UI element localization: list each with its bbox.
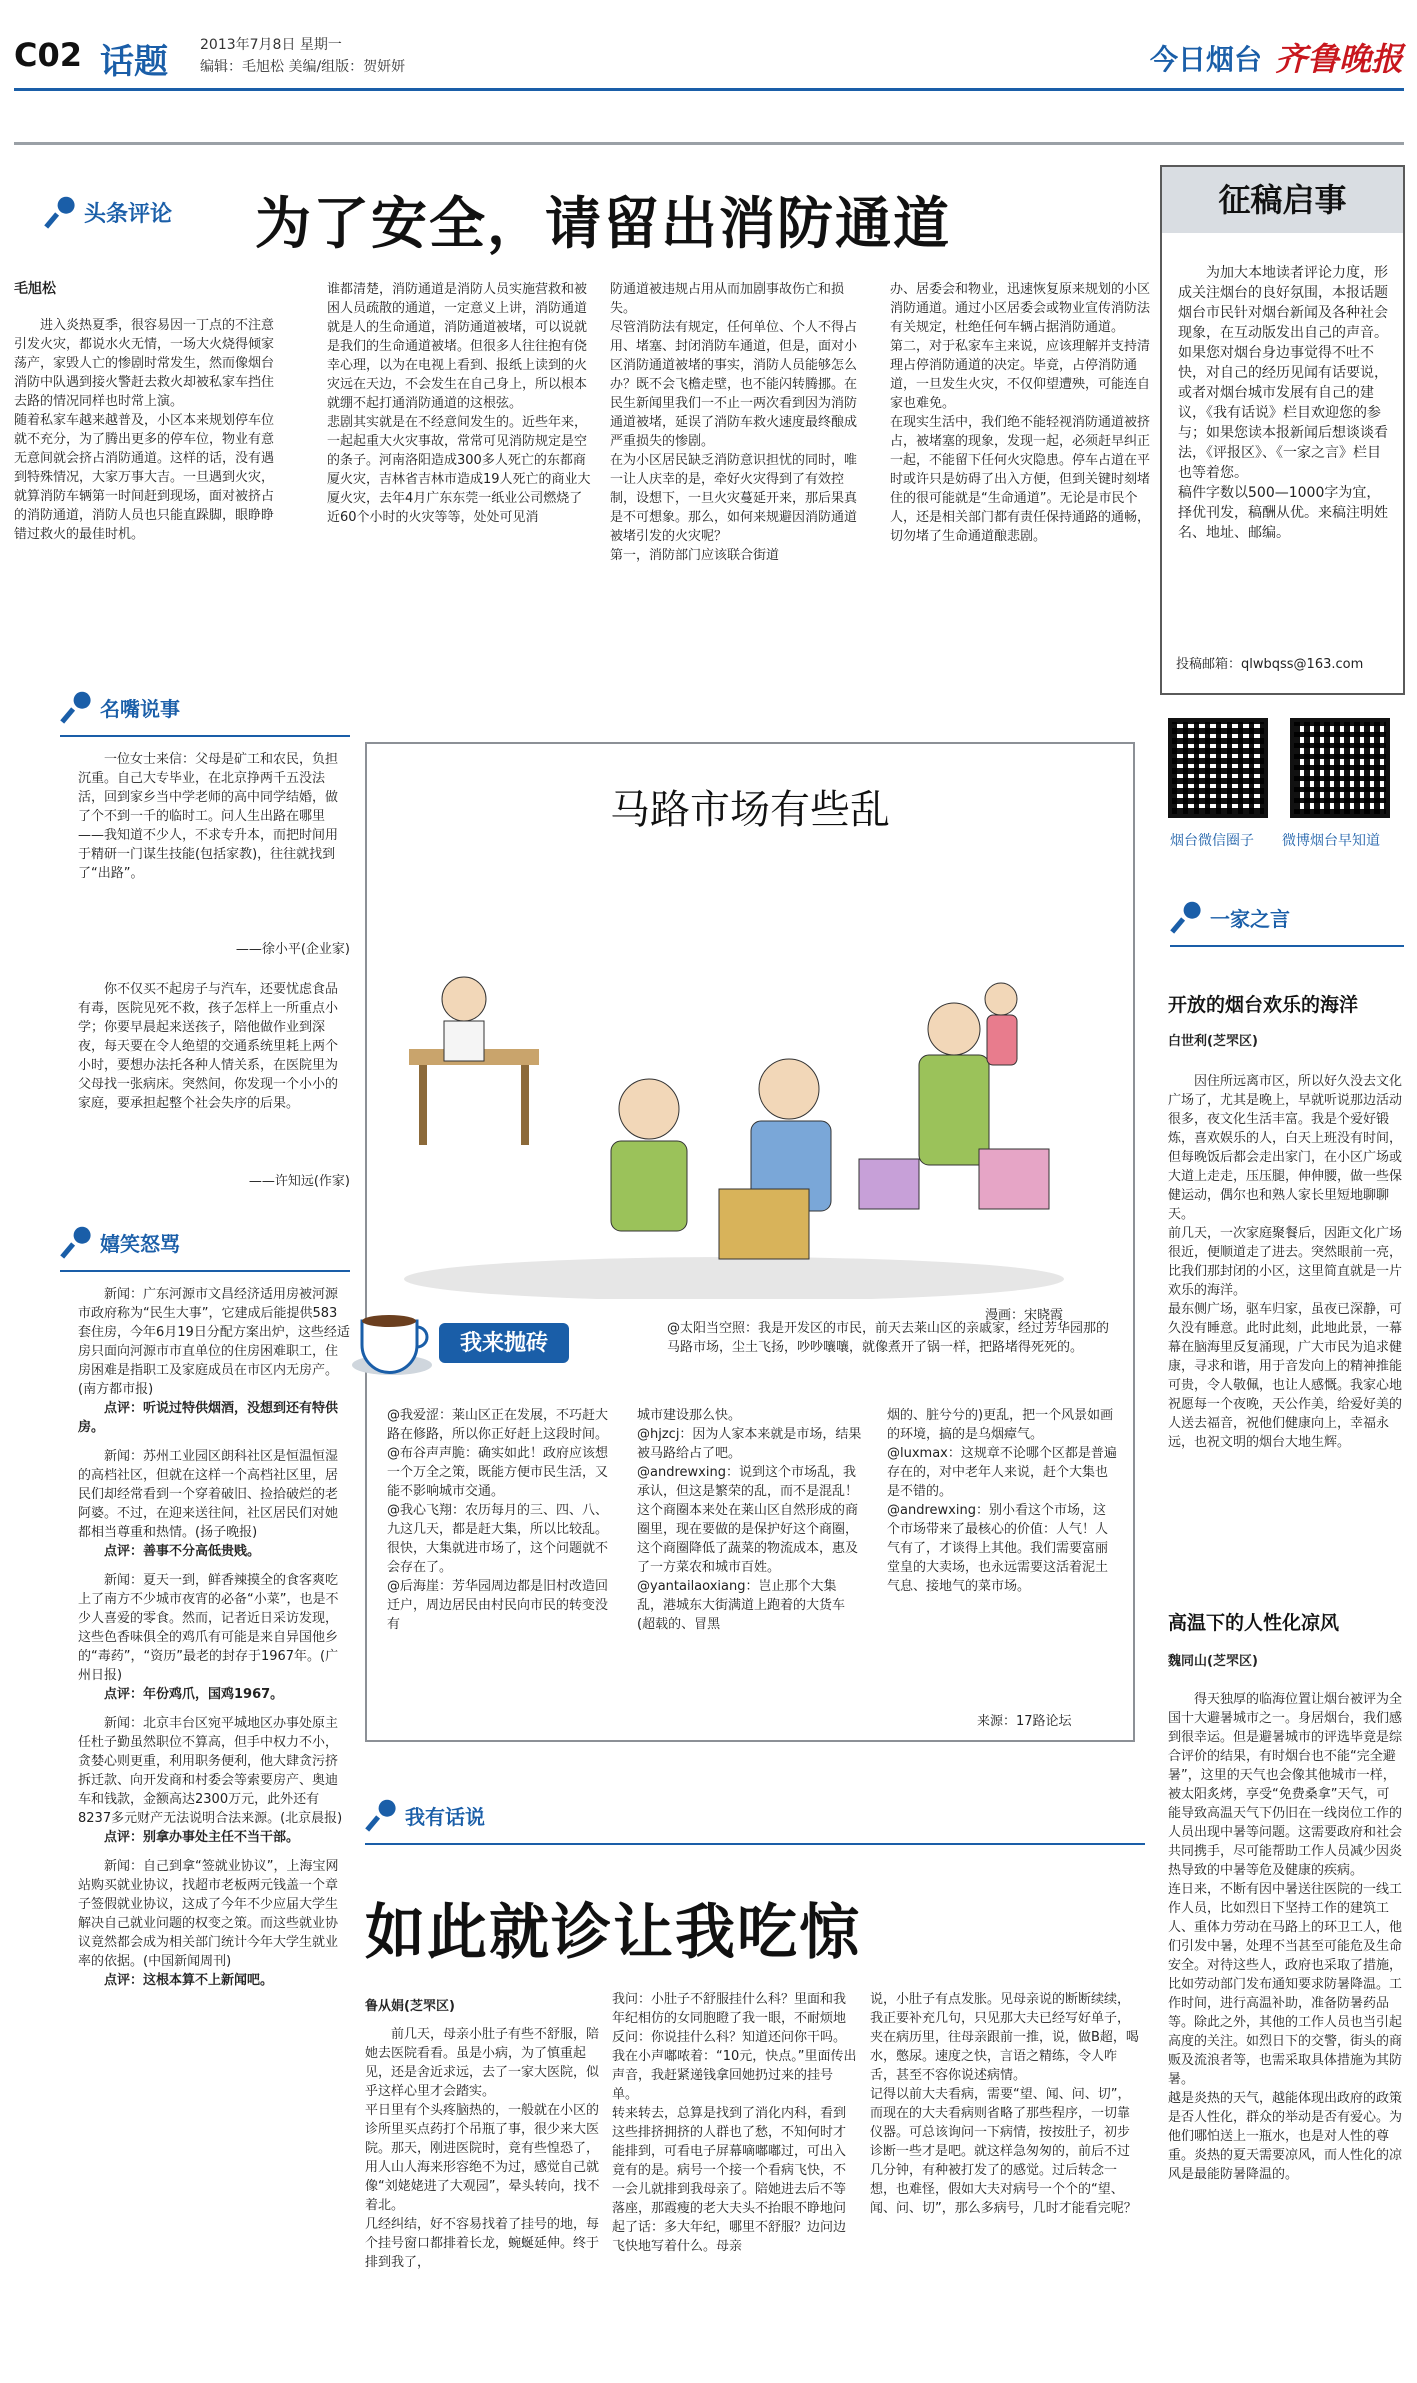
pundit-tag [60, 690, 180, 724]
satire-comment: 点评：善事不分高低贵贱。 [104, 1544, 261, 1559]
pundit-quote-2: 你不仅买不起房子与汽车，还要忧虑食品有毒，医院见死不救，孩子怎样上一所重点小学；你要早晨起来送孩子，陪他做作业到深夜，每天要在令人绝望的交通系统里耗上两个小时，要想办法托各种人情关系，在医院里为父母找一张病床。突然间，你发现一个小小的家庭，要承担起整个社会失序的后果。 [78, 982, 339, 1111]
qr-code-weibo[interactable] [1290, 718, 1390, 818]
opinion-article2-title: 高温下的人性化凉风 [1168, 1612, 1340, 1634]
opinion-article1-author: 白世利(芝罘区) [1168, 1034, 1258, 1049]
headline-col-2: 谁都清楚，消防通道是消防人员实施营救和被困人员疏散的通道，一定意义上讲，消防通道就是人的生命通道，消防通道被堵，可以说就是我们的生命通道被堵。但很多人往往抱有侥幸心理，以为在电视上看到、报纸上读到的火灾远在天边，不会发生在自己身上，所以根本就绷不起打通消防通道的这根弦。 悲剧其实就是在不经意间发生的。近些年来，一起起重大火灾事故，常常可见消防规定是空的条子。河南洛阳造成300多人死亡的东都商厦火灾，吉林省吉林市造成19人死亡的商业大厦火灾，去年4月广东东莞一纸业公司燃烧了近60个小时的火灾等等，处处可见消 [327, 282, 591, 525]
headline-author: 毛旭松 [14, 281, 56, 297]
headline-col-1: 进入炎热夏季，很容易因一丁点的不注意引发火灾，都说水火无情，一场大火烧得倾家荡产，家毁人亡的惨剧时常发生，然而像烟台消防中队遇到接火警赶去救火却被私家车挡住去路的情况同样也时常上演。 随着私家车越来越普及，小区本来规划停车位就不充分，为了腾出更多的停车位，物业有意无意间就会挤占消防通道。这样的话，没有遇到特殊情况，大家万事大吉。一旦遇到火灾，就算消防车辆第一时间赶到现场，面对被挤占的消防通道，消防人员也只能直跺脚，眼睁睁错过救火的最佳时机。 [14, 318, 275, 542]
list-item [78, 1447, 350, 1561]
story-tag [365, 1798, 485, 1832]
pundit-quote-2-source: ——许知远(作家) [248, 1174, 350, 1189]
brand-right: 齐鲁晚报 [1275, 40, 1404, 78]
story-author: 鲁从娟(芝罘区) [365, 1999, 455, 2014]
page-code: C02 [14, 36, 83, 74]
section-name: 话题 [100, 42, 168, 82]
story-col-2: 我问：小肚子不舒服挂什么科？里面和我年纪相仿的女同胞瞪了我一眼，不耐烦地反问：你说挂什么科？知道还问你干吗。我在小声嘟哝着：“10元，快点。”里面传出声音，我赶紧递钱拿回她扔过来的挂号单。 转来转去，总算是找到了消化内科，看到这些排挤拥挤的人群也了愁，不知何时才能排到，可看电子屏幕嘀嘟嘟过，可出入竟有的是。病号一个接一个看病飞快，不一会儿就排到我母亲了。陪她进去后不等落座，那霞瘦的老大夫头不抬眼不睁地问起了话：多大年纪，哪里不舒服？边问边飞快地写着什么。母亲 [612, 1992, 857, 2254]
satire-comment: 点评：年份鸡爪，国鸡1967。 [104, 1687, 284, 1702]
submission-box-text: 为加大本地读者评论力度，形成关注烟台的良好氛围，本报话题烟台市民针对烟台新闻及各种社会现象，在互动版发出自己的声音。 如果您对烟台身边事觉得不吐不快，对自己的经历见闻有话要说，或者对烟台城市发展有自己的建议，《我有话说》栏目欢迎您的参与；如果您读本报新闻后想谈谈看法，《评报区》、《一家之言》栏目也等着您。 稿件字数以500—1000字为宜，择优刊发，稿酬从优。来稿注明姓名、地址、邮编。 [1178, 265, 1388, 541]
headline-title: 为了安全，请留出消防通道 [255, 191, 951, 257]
date-line: 2013年7月8日 星期一 [200, 37, 342, 53]
page-header [0, 0, 1417, 100]
microphone-pen-icon [44, 195, 78, 229]
qr-code-wechat[interactable] [1168, 718, 1268, 818]
story-title: 如此就诊让我吃惊 [365, 1898, 861, 1968]
microphone-pen-icon [60, 690, 94, 724]
satire-news: 新闻：夏天一到，鲜香辣摸全的食客爽吃上了南方不少城市夜宵的必备“小菜”，也是不少人喜爱的零食。然而，记者近日采访发现，这些色香味俱全的鸡爪有可能是来自异国他乡的“毒药”，“资历”最老的封存于1967年。(广州日报) [78, 1573, 339, 1683]
headline-tag [44, 195, 172, 229]
satire-comment: 点评：这根本算不上新闻吧。 [104, 1973, 274, 1988]
headline-col-4: 办、居委会和物业，迅速恢复原来规划的小区消防通道。通过小区居委会或物业宣传消防法有关规定，杜绝任何车辆占据消防通道。 第二，对于私家车主来说，应该理解并支持清理占停消防通道的决定。毕竟，占停消防通道，一旦发生火灾，不仅仰望遭殃，可能连自家也难免。 在现实生活中，我们绝不能轻视消防通道被挤占，被堵塞的现象，发现一起，必须赶早纠正一起，不能留下任何火灾隐患。停车占道在平时或许只是妨碍了出入方便，但到关键时刻堵住的很可能就是“生命通道”。无论是市民个人，还是相关部门都有责任保持通路的通畅，切勿堵了生命通道酿悲剧。 [890, 282, 1151, 544]
headline-col-3: 防通道被违规占用从而加剧事故伤亡和损失。 尽管消防法有规定，任何单位、个人不得占用、堵塞、封闭消防车通道，但是，面对小区消防通道被堵的事实，消防人员能够怎么办？既不会飞檐走壁，也不能闪转腾挪。在民生新闻里我们一不止一两次看到因为消防通道被堵，延误了消防车救火速度最终酿成严重损失的惨剧。 在为小区居民缺乏消防意识担忧的同时，唯一让人庆幸的是，牵好火灾得到了有效控制，设想下，一旦火灾蔓延开来，那后果真是不可想象。那么，如何来规避因消防通道被堵引发的火灾呢？ 第一，消防部门应该联合街道 [610, 282, 858, 563]
list-item [78, 1857, 350, 1990]
cartoon-illustration [389, 859, 1079, 1299]
divider-rule [14, 142, 1404, 145]
opinion-tag-rule [1170, 945, 1404, 947]
opinion-article2-text: 得天独厚的临海位置让烟台被评为全国十大避暑城市之一。身居烟台，我们感到很幸运。但是避暑城市的评选毕竟是综合评价的结果，有时烟台也不能“完全避暑”，这里的天气也会像其他城市一样，被太阳炙烤，享受“免费桑拿”天气，可能导致高温天气下仍旧在一线岗位工作的人员出现中暑等问题。这需要政府和社会共同携手，尽可能帮助工作人员减少因炎热导致的中暑等危及健康的疾病。 连日来，不断有因中暑送往医院的一线工作人员，比如烈日下坚持工作的建筑工人、重体力劳动在马路上的环卫工人，他们引发中暑，处理不当甚至可能危及生命安全。对待这些人，政府也采取了措施，比如劳动部门发布通知要求防暑降温。工作时间，进行高温补助，准备防暑药品等。除此之外，其他的工作人员也当引起高度的关注。如烈日下的交警，街头的商贩及流浪者等，也需采取具体措施为其防暑。 越是炎热的天气，越能体现出政府的政策是否人性化，群众的举动是否有爱心。为他们哪怕送上一瓶水，也是对人性的尊重。炎热的夏天需要凉风，而人性化的凉风是最能防暑降温的。 [1168, 1692, 1403, 2182]
opinion-tag-label: 一家之言 [1210, 906, 1290, 931]
pundit-tag-rule [60, 735, 350, 737]
feature-col-2: 城市建设那么快。 @hjzcj：因为人家本来就是市场，结果被马路给占了吧。 @andrewxing：说到这个市场乱，我承认，但这是繁荣的乱，而不是混乱！这个商圈本来处在莱山区自然形成的商圈里，现在要做的是保护好这个商圈，这个商圈降低了蔬菜的物流成本，惠及了一方菜农和城市百姓。 @yantailaoxiang：岂止那个大集乱，港城东大街满道上跑着的大货车(超载的、冒黑 [637, 1408, 862, 1632]
cartoon-credit: 漫画：宋晓霞 [985, 1308, 1064, 1323]
submission-email[interactable]: 投稿邮箱：qlwbqss@163.com [1176, 657, 1364, 672]
microphone-pen-icon [365, 1798, 399, 1832]
qr-caption-wechat: 烟台微信圈子 [1170, 833, 1254, 849]
microphone-pen-icon [60, 1225, 94, 1259]
header-rule [14, 88, 1404, 91]
qr-caption-weibo: 微博烟台早知道 [1282, 833, 1380, 849]
opinion-article1-text: 因住所远离市区，所以好久没去文化广场了，尤其是晚上，早就听说那边活动很多，夜文化生活丰富。我是个爱好锻炼，喜欢娱乐的人，白天上班没有时间，但每晚饭后都会走出家门，在小区广场或大道上走走，压压腿，伸伸腰，做一些保健运动，偶尔也和熟人家长里短地聊聊天。 前几天，一次家庭聚餐后，因距文化广场很近，便顺道走了进去。突然眼前一亮，比我们那封闭的小区，这里简直就是一片欢乐的海洋。 最东侧广场，驱车归家，虽夜已深静，可久没有睡意。此时此刻，此地此景，一幕幕在脑海里反复涌现，广大市民为追求健康，寻求和谐，用于音发向上的精神推能可贵，令人敬佩，也让人感慨。我家心地祝愿每一个夜晚，天公作美，给爱好美的人送去福音，祝他们健康向上，幸福永远，也祝文明的烟台大地生辉。 [1168, 1074, 1403, 1450]
satire-comment: 点评：听说过特供烟酒，没想到还有特供房。 [78, 1401, 339, 1435]
satire-news: 新闻：北京丰台区宛平城地区办事处原主任杜子勤虽然职位不算高，但手中权力不小，贪婪心则更重，利用职务便利，他大肆贪污挤拆迁款、向开发商和村委会等索要房产、奥迪车和钱款，金额高达2300万元，此外还有8237多元财产无法说明合法来源。(北京晨报) [78, 1716, 343, 1826]
satire-tag [60, 1225, 180, 1259]
opinion-tag [1170, 900, 1290, 934]
feature-tag-label: 我来抛砖 [439, 1323, 569, 1363]
satire-tag-label: 嬉笑怒骂 [100, 1231, 180, 1256]
list-item [78, 1714, 350, 1847]
pundit-quote-1-source: ——徐小平(企业家) [235, 942, 350, 957]
feature-col-1: @我爱涩：莱山区正在发展，不巧赶大路在修路，所以你正好赶上这段时间。 @布谷声声脆：确实如此！政府应该想一个万全之策，既能方便市民生活，又能不影响城市交通。 @我心飞翔：农历每月的三、四、八、九这几天，都是赶大集，所以比较乱。很快，大集就进市场了，这个问题就不会存在了。 @后海崖：芳华园周边都是旧村改造回迁户，周边居民由村民向市民的转变没有 [387, 1408, 609, 1632]
editor-line: 编辑：毛旭松 美编/组版：贺妍妍 [200, 59, 406, 75]
submission-box [1160, 165, 1405, 695]
satire-tag-rule [60, 1270, 350, 1272]
story-col-1: 前几天，母亲小肚子有些不舒服，陪她去医院看看。虽是小病，为了慎重起见，还是舍近求远，去了一家大医院，似乎这样心里才会踏实。 平日里有个头疼脑热的，一般就在小区的诊所里买点药打个吊瓶了事，很少来大医院。那天，刚进医院时，竟有些惶恐了，用人山人海来形容绝不为过，感觉自己就像“刘姥姥进了大观园”，晕头转向，找不着北。 几经纠结，好不容易找着了挂号的地，每个挂号窗口都排着长龙，蜿蜒延伸。终于排到我了， [365, 2027, 600, 2270]
story-tag-rule [365, 1843, 1145, 1845]
feature-title: 马路市场有些乱 [610, 787, 890, 833]
feature-col-3: 烟的、脏兮兮的)更乱，把一个风景如画的环境，搞的是乌烟瘴气。 @luxmax：这规章不论哪个区都是普遍存在的，对中老年人来说，赶个大集也是不错的。 @andrewxing：别小看这个市场，这个市场带来了最核心的价值：人气！人气有了，才谈得上其他。我们需要富丽堂皇的大卖场，也永远需要这活着泥土气息、接地气的菜市场。 [887, 1408, 1117, 1594]
list-item [78, 1571, 350, 1704]
satire-list [78, 1285, 350, 2375]
opinion-article1-title: 开放的烟台欢乐的海洋 [1168, 994, 1359, 1016]
story-col-3: 说，小肚子有点发胀。见母亲说的断断续续，我正要补充几句，只见那大夫已经写好单子，夹在病历里，往母亲跟前一推，说，做B超，喝水，憋尿。速度之快，言语之精练，令人咋舌，甚至不容你说述病情。 记得以前大夫看病，需要“望、闻、问、切”，而现在的大夫看病则省略了那些程序，一切靠仪器。可总该询问一下病情，按按肚子，初步诊断一些才是吧。就这样急匆匆的，前后不过几分钟，有种被打发了的感觉。过后转念一想，也难怪，假如大夫对病号一个个的“望、闻、问、切”，那么多病号，几时才能看完呢？ [870, 1992, 1139, 2216]
satire-comment: 点评：别拿办事处主任不当干部。 [104, 1830, 300, 1845]
feature-source: 来源：17路论坛 [977, 1714, 1072, 1729]
satire-news: 新闻：广东河源市文昌经济适用房被河源市政府称为“民生大事”，它建成后能提供583套住房，今年6月19日分配方案出炉，这些经适房只面向河源市市直单位的住房困难职工，住房困难是指职工及家庭成员在市区内无房产。(南方都市报) [78, 1287, 350, 1397]
story-tag-label: 我有话说 [405, 1804, 485, 1829]
brand-left: 今日烟台 [1150, 43, 1263, 76]
satire-news: 新闻：苏州工业园区朗科社区是恒温恒湿的高档社区，但就在这样一个高档社区里，居民们却经常看到一个穿着破旧、捡拾破烂的老阿婆。不过，在迎来送往间，社区居民们对她都相当尊重和热情。(扬子晚报) [78, 1449, 339, 1540]
opinion-article2-author: 魏同山(芝罘区) [1168, 1654, 1258, 1669]
headline-tag-label: 头条评论 [84, 200, 173, 227]
list-item [78, 1285, 350, 1437]
pundit-tag-label: 名嘴说事 [100, 696, 180, 721]
satire-news: 新闻：自己到拿“签就业协议”，上海宝网站购买就业协议，找超市老板两元钱盖一个章子签假就业协议，这成了今年不少应届大学生解决自己就业问题的权变之策。而这些就业协议竟然都会成为相关部门统计今年大学生就业率的依据。(中国新闻周刊) [78, 1859, 339, 1969]
feature-box [365, 742, 1135, 1742]
submission-box-title: 征稿启事 [1162, 167, 1403, 233]
feature-tag-badge [347, 1299, 577, 1379]
microphone-pen-icon [1170, 900, 1204, 934]
feature-lead: @太阳当空照：我是开发区的市民，前天去莱山区的亲戚家，经过芳华园那的马路市场，尘土飞扬，吵吵嚷嚷，就像煮开了锅一样，把路堵得死死的。 [667, 1321, 1110, 1355]
coffee-cup-icon [347, 1299, 437, 1379]
pundit-quote-1: 一位女士来信：父母是矿工和农民，负担沉重。自己大专毕业，在北京挣两千五没法活，回到家乡当中学老师的高中同学结婚，做了个不到一千的临时工。问人生出路在哪里——我知道不少人，不求专升本，而把时间用于精研一门谋生技能(包括家教)，往往就找到了“出路”。 [78, 752, 339, 881]
